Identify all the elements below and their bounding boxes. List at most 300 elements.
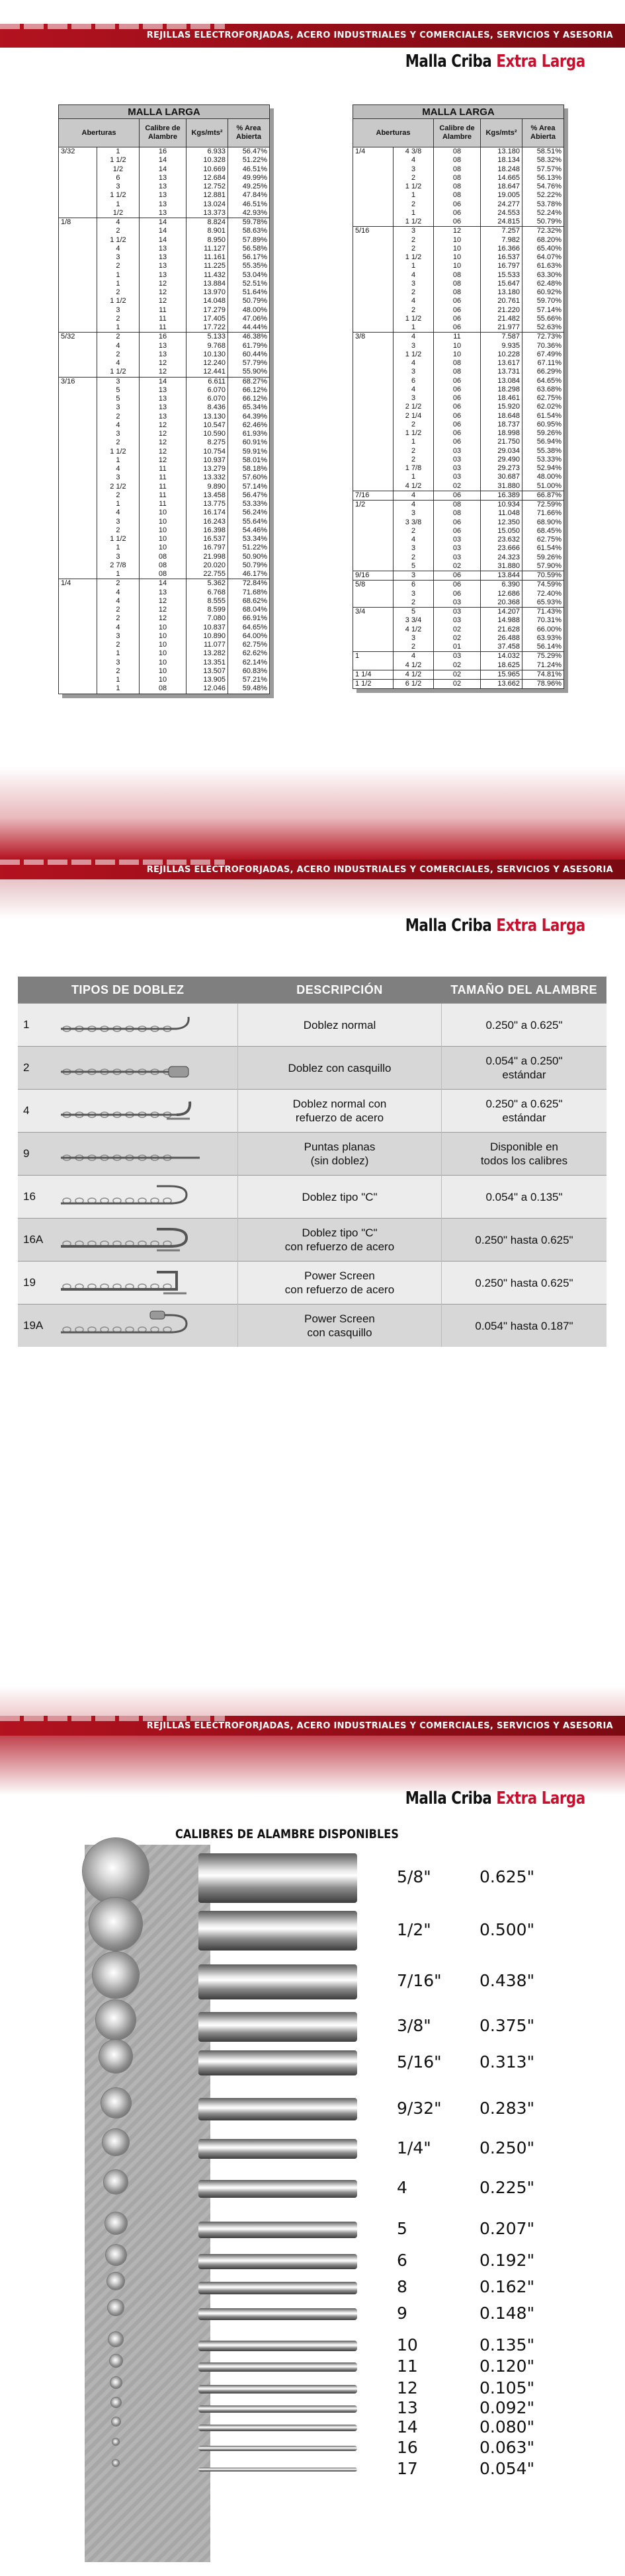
area-cell: 63.30% xyxy=(522,271,564,280)
abertura-group xyxy=(353,297,394,305)
calibre-cell: 08 xyxy=(434,288,481,297)
calibre-cell: 02 xyxy=(434,661,481,670)
calibre-cell: 08 xyxy=(140,561,187,570)
area-cell: 49.99% xyxy=(228,174,270,182)
table-title: MALLA LARGA xyxy=(59,105,270,119)
calibre-cell: 06 xyxy=(434,429,481,438)
calibre-cell: 12 xyxy=(140,606,187,614)
kgs-cell: 17.279 xyxy=(187,306,228,315)
abertura-cell: 4 xyxy=(394,156,434,165)
kgs-cell: 6.768 xyxy=(187,588,228,597)
table-row xyxy=(353,553,564,562)
table-title: MALLA LARGA xyxy=(353,105,564,119)
tamano-cell xyxy=(442,1219,607,1262)
abertura-group xyxy=(59,368,97,377)
calibre-cell: 13 xyxy=(140,200,187,209)
abertura-cell: 3 xyxy=(97,659,139,667)
tamano-cell xyxy=(442,1176,607,1219)
abertura-group xyxy=(59,297,97,305)
abertura-cell: 1 1/2 xyxy=(394,182,434,191)
calibre-cell: 08 xyxy=(140,570,187,579)
wire-section-icon xyxy=(93,1952,139,1998)
kgs-cell: 26.488 xyxy=(481,634,522,643)
calibre-cell: 12 xyxy=(140,297,187,305)
area-cell: 47.06% xyxy=(228,315,270,323)
area-cell: 71.68% xyxy=(228,588,270,597)
abertura-group xyxy=(353,315,394,323)
abertura-cell: 2 xyxy=(97,579,139,588)
descripcion-line: con refuerzo de acero xyxy=(284,1283,395,1296)
area-cell: 56.14% xyxy=(522,643,564,652)
abertura-group xyxy=(59,465,97,473)
table-row xyxy=(353,536,564,544)
kgs-cell: 31.880 xyxy=(481,562,522,571)
abertura-cell: 2 xyxy=(97,413,139,421)
area-cell: 57.21% xyxy=(228,676,270,684)
tamano-cell xyxy=(442,1133,607,1176)
calibre-fraction: 10 xyxy=(397,2335,418,2355)
calibre-cell: 12 xyxy=(140,280,187,288)
area-cell: 61.54% xyxy=(522,412,564,421)
header-text: REJILLAS ELECTROFORJADAS, ACERO INDUSTRIALES Y COMERCIALES, SERVICIOS Y ASESORIA xyxy=(146,865,613,875)
table-row xyxy=(59,386,270,395)
header-bar xyxy=(0,1716,625,1736)
table-row xyxy=(353,447,564,456)
calibre-cell: 13 xyxy=(140,191,187,200)
calibre-fraction: 5/16" xyxy=(397,2052,442,2072)
area-cell: 72.73% xyxy=(522,333,564,342)
abertura-group xyxy=(59,403,97,412)
abertura-cell: 1 1/2 xyxy=(97,156,139,165)
calibre-cell: 03 xyxy=(434,473,481,481)
area-cell: 56.17% xyxy=(228,253,270,262)
abertura-cell: 2 xyxy=(97,614,139,623)
wire-section-icon xyxy=(103,2129,129,2155)
table-row xyxy=(59,182,270,191)
kgs-cell: 23.666 xyxy=(481,544,522,553)
table-row xyxy=(59,684,270,694)
tamano-line: estándar xyxy=(502,1111,546,1124)
abertura-cell: 3 xyxy=(97,430,139,438)
calibre-inches: 0.225" xyxy=(479,2178,535,2197)
calibre-inches: 0.120" xyxy=(479,2356,535,2376)
area-cell: 60.44% xyxy=(228,350,270,359)
calibre-cell: 13 xyxy=(140,413,187,421)
table-row xyxy=(353,342,564,350)
wire-section-icon xyxy=(105,2212,127,2234)
tipo-number: 16 xyxy=(23,1190,36,1203)
tamano-line: 0.250" hasta 0.625" xyxy=(475,1276,573,1289)
area-cell: 67.11% xyxy=(522,359,564,368)
tamano-line: 0.250" hasta 0.625" xyxy=(475,1233,573,1246)
abertura-cell: 2 xyxy=(394,456,434,464)
abertura-cell: 2 xyxy=(97,288,139,297)
area-cell: 61.79% xyxy=(228,342,270,350)
abertura-cell: 1 xyxy=(97,271,139,280)
area-cell: 58.01% xyxy=(228,456,270,465)
abertura-cell: 3 xyxy=(97,253,139,262)
abertura-group xyxy=(353,156,394,165)
abertura-group xyxy=(353,218,394,227)
calibre-cell: 10 xyxy=(140,641,187,649)
header-text: REJILLAS ELECTROFORJADAS, ACERO INDUSTRIALES Y COMERCIALES, SERVICIOS Y ASESORIA xyxy=(146,1721,613,1731)
area-cell: 46.38% xyxy=(228,333,270,342)
tipo-number: 2 xyxy=(23,1061,30,1074)
abertura-group xyxy=(59,288,97,297)
calibre-row xyxy=(0,2175,625,2202)
abertura-cell: 2 xyxy=(97,667,139,676)
wire-section-icon xyxy=(111,2397,121,2407)
calibre-cell: 03 xyxy=(434,616,481,625)
wire-section-icon xyxy=(110,2377,122,2388)
abertura-group xyxy=(353,209,394,218)
abertura-cell: 2 xyxy=(394,200,434,209)
abertura-group xyxy=(353,544,394,553)
table-row xyxy=(59,147,270,157)
calibre-cell: 13 xyxy=(140,174,187,182)
calibre-inches: 0.250" xyxy=(479,2138,535,2157)
calibre-cell: 08 xyxy=(434,509,481,518)
area-cell: 70.36% xyxy=(522,342,564,350)
area-cell: 58.18% xyxy=(228,465,270,473)
kgs-cell: 21.750 xyxy=(481,438,522,446)
table-row xyxy=(59,413,270,421)
wire-bar xyxy=(198,2139,357,2159)
tamano-cell xyxy=(442,1305,607,1348)
table-row xyxy=(353,518,564,527)
area-cell: 53.33% xyxy=(228,500,270,508)
area-cell: 48.00% xyxy=(228,306,270,315)
abertura-group xyxy=(59,508,97,517)
calibre-cell: 02 xyxy=(434,680,481,689)
abertura-group: 1/8 xyxy=(59,218,97,227)
area-cell: 78.96% xyxy=(522,680,564,689)
calibre-cell: 06 xyxy=(434,297,481,305)
abertura-cell: 2 7/8 xyxy=(97,561,139,570)
area-cell: 65.40% xyxy=(522,245,564,253)
kgs-cell: 14.665 xyxy=(481,174,522,182)
area-cell: 53.34% xyxy=(228,535,270,543)
abertura-cell: 2 xyxy=(394,447,434,456)
kgs-cell: 16.389 xyxy=(481,491,522,500)
area-cell: 62.75% xyxy=(228,641,270,649)
abertura-cell: 4 1/2 xyxy=(394,482,434,491)
abertura-group xyxy=(353,288,394,297)
table-row xyxy=(353,571,564,581)
abertura-cell: 1 xyxy=(97,456,139,465)
calibre-cell: 12 xyxy=(140,448,187,456)
abertura-group xyxy=(59,253,97,262)
abertura-group xyxy=(59,236,97,245)
brand-part2: Extra Larga xyxy=(496,1789,585,1808)
area-cell: 56.47% xyxy=(228,491,270,500)
abertura-group xyxy=(353,625,394,634)
calibre-cell: 10 xyxy=(140,649,187,658)
calibre-cell: 06 xyxy=(434,518,481,527)
wire-section-icon xyxy=(108,2332,123,2347)
kgs-cell: 12.684 xyxy=(187,174,228,182)
table-row xyxy=(59,597,270,606)
table-row xyxy=(59,191,270,200)
table-row xyxy=(353,209,564,218)
table-row xyxy=(353,377,564,385)
abertura-cell: 4 xyxy=(97,218,139,227)
area-cell: 53.78% xyxy=(522,200,564,209)
calibre-cell: 03 xyxy=(434,544,481,553)
abertura-cell: 4 xyxy=(394,536,434,544)
table-row xyxy=(353,429,564,438)
doblez-body xyxy=(18,1004,606,1348)
area-cell: 50.79% xyxy=(522,218,564,227)
kgs-cell: 21.977 xyxy=(481,323,522,333)
kgs-cell: 14.032 xyxy=(481,652,522,661)
calibre-cell: 12 xyxy=(140,359,187,368)
area-cell: 75.29% xyxy=(522,652,564,661)
area-cell: 52.51% xyxy=(228,280,270,288)
kgs-cell: 10.754 xyxy=(187,448,228,456)
abertura-cell: 1 1/2 xyxy=(97,448,139,456)
abertura-cell: 4 xyxy=(97,421,139,430)
descripcion-cell xyxy=(238,1305,442,1348)
abertura-group xyxy=(59,518,97,526)
kgs-cell: 10.837 xyxy=(187,624,228,632)
table-row xyxy=(353,245,564,253)
kgs-cell: 15.050 xyxy=(481,527,522,536)
table-row xyxy=(353,527,564,536)
abertura-group: 1 xyxy=(353,652,394,661)
table-row xyxy=(353,288,564,297)
area-cell: 50.90% xyxy=(228,553,270,561)
table-row xyxy=(59,306,270,315)
kgs-cell: 5.362 xyxy=(187,579,228,588)
table-row xyxy=(353,323,564,333)
kgs-cell: 14.988 xyxy=(481,616,522,625)
table-row xyxy=(59,174,270,182)
calibre-cell: 12 xyxy=(140,421,187,430)
abertura-group xyxy=(59,667,97,676)
area-cell: 59.26% xyxy=(522,553,564,562)
abertura-group xyxy=(59,614,97,623)
table-row xyxy=(59,535,270,543)
section-fade xyxy=(0,879,625,919)
tipo-cell xyxy=(18,1176,238,1219)
abertura-group: 1 1/4 xyxy=(353,670,394,679)
calibre-cell: 08 xyxy=(434,156,481,165)
table-row xyxy=(59,614,270,623)
table-row xyxy=(353,368,564,376)
kgs-cell: 13.332 xyxy=(187,473,228,482)
abertura-cell: 2 xyxy=(394,598,434,608)
abertura-cell: 3 xyxy=(394,368,434,376)
area-cell: 59.48% xyxy=(228,684,270,694)
area-cell: 59.26% xyxy=(522,429,564,438)
kgs-cell: 11.432 xyxy=(187,271,228,280)
wire-section-icon xyxy=(112,2417,120,2426)
table-row xyxy=(353,625,564,634)
calibre-row xyxy=(0,2050,625,2076)
abertura-cell: 2 xyxy=(394,421,434,429)
table-row xyxy=(353,218,564,227)
calibre-cell: 06 xyxy=(434,421,481,429)
kgs-cell: 22.755 xyxy=(187,570,228,579)
col-area: % Area Abierta xyxy=(522,119,564,147)
kgs-cell: 13.662 xyxy=(481,680,522,689)
abertura-cell: 1 xyxy=(394,191,434,200)
abertura-cell: 3 xyxy=(394,165,434,174)
abertura-group xyxy=(59,570,97,579)
tipo-number: 4 xyxy=(23,1104,30,1117)
area-cell: 61.63% xyxy=(522,262,564,270)
abertura-group xyxy=(59,448,97,456)
abertura-cell: 4 3/8 xyxy=(394,147,434,157)
abertura-group xyxy=(353,377,394,385)
abertura-cell: 2 xyxy=(394,245,434,253)
calibre-inches: 0.207" xyxy=(479,2219,535,2238)
tipo-cell xyxy=(18,1004,238,1047)
area-cell: 59.70% xyxy=(522,297,564,305)
kgs-cell: 15.647 xyxy=(481,280,522,288)
calibre-cell: 11 xyxy=(140,473,187,482)
kgs-cell: 9.935 xyxy=(481,342,522,350)
area-cell: 52.24% xyxy=(522,209,564,218)
calibre-cell: 02 xyxy=(434,482,481,491)
tamano-line: todos los calibres xyxy=(480,1154,568,1167)
abertura-group xyxy=(353,464,394,473)
table-row xyxy=(353,227,564,236)
tamano-line: 0.054" a 0.250" xyxy=(485,1055,563,1067)
header-stripes xyxy=(0,860,225,865)
area-cell: 62.75% xyxy=(522,536,564,544)
table-row xyxy=(59,156,270,165)
table-row xyxy=(353,598,564,608)
kgs-cell: 18.648 xyxy=(481,412,522,421)
table-row xyxy=(59,570,270,579)
abertura-group xyxy=(353,527,394,536)
kgs-cell: 10.228 xyxy=(481,350,522,359)
calibre-fraction: 16 xyxy=(397,2438,418,2457)
area-cell: 42.93% xyxy=(228,209,270,218)
descripcion-line: Power Screen xyxy=(304,1269,375,1282)
abertura-cell: 1 1/2 xyxy=(394,350,434,359)
calibre-cell: 06 xyxy=(434,218,481,227)
abertura-cell: 3 3/8 xyxy=(394,518,434,527)
calibre-cell: 08 xyxy=(434,271,481,280)
kgs-cell: 14.048 xyxy=(187,297,228,305)
area-cell: 60.95% xyxy=(522,421,564,429)
kgs-cell: 24.553 xyxy=(481,209,522,218)
kgs-cell: 21.220 xyxy=(481,306,522,315)
area-cell: 68.04% xyxy=(228,606,270,614)
abertura-cell: 4 xyxy=(97,342,139,350)
descripcion-line: Doblez con casquillo xyxy=(288,1061,392,1074)
wire-bar xyxy=(198,1911,357,1951)
kgs-cell: 10.934 xyxy=(481,501,522,510)
section-fade xyxy=(0,767,625,860)
area-cell: 62.62% xyxy=(228,649,270,658)
wire-section-icon xyxy=(101,2088,131,2118)
calibre-inches: 0.054" xyxy=(479,2459,535,2478)
area-cell: 58.63% xyxy=(228,227,270,235)
kgs-cell: 12.881 xyxy=(187,191,228,200)
abertura-group xyxy=(59,632,97,641)
calibre-fraction: 4 xyxy=(397,2178,407,2197)
abertura-cell: 3 xyxy=(97,473,139,482)
tipo-number: 1 xyxy=(23,1018,30,1031)
area-cell: 56.94% xyxy=(522,438,564,446)
abertura-cell: 2 xyxy=(97,350,139,359)
calibre-cell: 12 xyxy=(140,614,187,623)
calibre-cell: 14 xyxy=(140,377,187,386)
abertura-group xyxy=(353,182,394,191)
kgs-cell: 17.722 xyxy=(187,323,228,333)
calibre-fraction: 13 xyxy=(397,2398,418,2417)
abertura-cell: 1 1/2 xyxy=(394,218,434,227)
abertura-cell: 1 xyxy=(97,570,139,579)
area-cell: 54.46% xyxy=(228,526,270,535)
area-cell: 60.92% xyxy=(522,288,564,297)
kgs-cell: 13.617 xyxy=(481,359,522,368)
table-row xyxy=(353,643,564,652)
calibre-fraction: 8 xyxy=(397,2277,407,2296)
table-row xyxy=(59,315,270,323)
abertura-group: 3/4 xyxy=(353,608,394,617)
kgs-cell: 16.537 xyxy=(187,535,228,543)
area-cell: 66.00% xyxy=(522,625,564,634)
wire-bar xyxy=(198,2222,357,2238)
abertura-group xyxy=(353,456,394,464)
abertura-cell: 4 xyxy=(97,624,139,632)
abertura-cell: 4 xyxy=(394,333,434,342)
calibre-inches: 0.313" xyxy=(479,2052,535,2072)
area-cell: 56.47% xyxy=(228,147,270,157)
kgs-cell: 8.950 xyxy=(187,236,228,245)
abertura-cell: 3 xyxy=(97,182,139,191)
calibre-cell: 08 xyxy=(434,147,481,157)
abertura-cell: 2 xyxy=(97,641,139,649)
kgs-cell: 31.880 xyxy=(481,482,522,491)
tipo-cell xyxy=(18,1133,238,1176)
abertura-group: 1/4 xyxy=(59,579,97,588)
table-body xyxy=(59,147,270,694)
area-cell: 58.51% xyxy=(522,147,564,157)
kgs-cell: 6.390 xyxy=(481,581,522,590)
kgs-cell: 13.282 xyxy=(187,649,228,658)
col-aberturas: Aberturas xyxy=(353,119,434,147)
abertura-group xyxy=(59,491,97,500)
area-cell: 62.75% xyxy=(522,394,564,403)
abertura-group xyxy=(59,413,97,421)
abertura-group xyxy=(59,386,97,395)
descripcion-line: Doblez tipo "C" xyxy=(302,1227,378,1239)
wire-bar xyxy=(198,2446,357,2451)
calibre-row xyxy=(0,2274,625,2301)
abertura-cell: 2 xyxy=(394,236,434,245)
table-row xyxy=(353,562,564,571)
calibre-cell: 02 xyxy=(434,670,481,679)
abertura-cell: 1 xyxy=(97,147,139,157)
wire-bar xyxy=(198,2282,357,2294)
calibre-cell: 12 xyxy=(140,438,187,447)
abertura-group xyxy=(59,553,97,561)
abertura-group xyxy=(59,165,97,174)
abertura-cell: 1 xyxy=(97,500,139,508)
abertura-cell: 2 xyxy=(394,288,434,297)
kgs-cell: 10.890 xyxy=(187,632,228,641)
calibre-fraction: 7/16" xyxy=(397,1971,442,1990)
abertura-group: 5/16 xyxy=(353,227,394,236)
abertura-cell: 1 xyxy=(97,543,139,552)
calibre-cell: 10 xyxy=(140,667,187,676)
